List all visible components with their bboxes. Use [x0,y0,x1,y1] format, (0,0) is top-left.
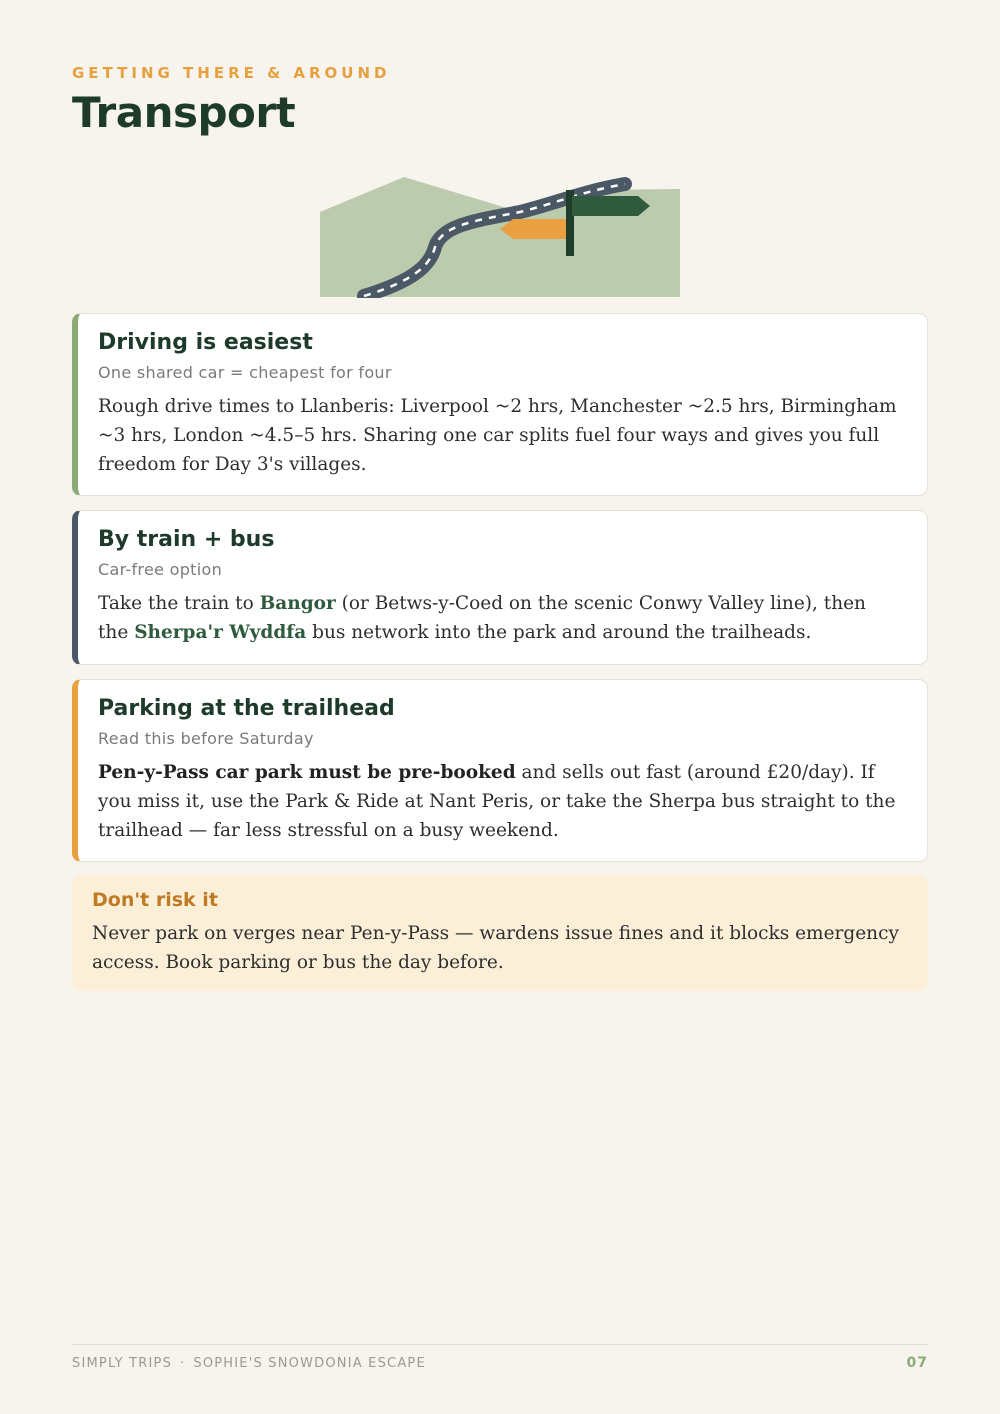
body-text: Take the train to [98,593,260,614]
footer-separator: · [180,1356,186,1371]
warning-callout [72,875,928,991]
hill-shape [320,177,680,297]
highlight-bangor: Bangor [259,593,336,614]
card-train-bus [72,510,928,665]
card-subtitle: Read this before Saturday [98,729,314,748]
road-and-signpost-icon [320,172,682,298]
warning-body: Never park on verges near Pen-y-Pass — wardens issue fines and it blocks emergency access. Book parking or bus the day before. [92,923,899,973]
page-number: 07 [906,1355,928,1371]
footer-brand: SIMPLY TRIPS [72,1356,173,1371]
card-body [98,758,901,845]
footer-trip-name: SOPHIE'S SNOWDONIA ESCAPE [193,1356,426,1371]
sign-arrow-orange [500,219,568,239]
section-eyebrow: GETTING THERE & AROUND [72,64,391,82]
warning-title: Don't risk it [92,889,218,911]
card-title: Driving is easiest [98,330,313,355]
sign-arrow-green [572,196,650,216]
footer-credits [72,1356,426,1371]
body-text: and sells out fast (around £20/day). If you miss it, use the Park & Ride at Nant Peris, or take the Sherpa bus straight to the trailhead — far less stressful on a busy weekend. [98,762,896,841]
footer-divider [72,1344,928,1345]
card-driving [72,313,928,496]
highlight-sherpa: Sherpa'r Wyddfa [134,622,307,643]
body-text: bus network into the park and around the trailheads. [306,622,812,643]
body-text: (or Betws-y-Coed on the scenic Conwy Valley line), then the [98,593,866,643]
card-title: Parking at the trailhead [98,696,395,721]
card-title: By train + bus [98,527,275,552]
body-emphasis: Pen-y-Pass car park must be pre-booked [98,762,516,783]
page-title: Transport [72,88,296,137]
card-body: Rough drive times to Llanberis: Liverpool ~2 hrs, Manchester ~2.5 hrs, Birmingham ~3 hrs, London ~4.5–5 hrs. Sharing one car splits fuel four ways and gives you full freedom for Day 3's villages. [98,396,897,475]
card-body [98,589,901,647]
card-subtitle: Car-free option [98,560,223,579]
card-parking [72,679,928,862]
card-subtitle: One shared car = cheapest for four [98,363,392,382]
